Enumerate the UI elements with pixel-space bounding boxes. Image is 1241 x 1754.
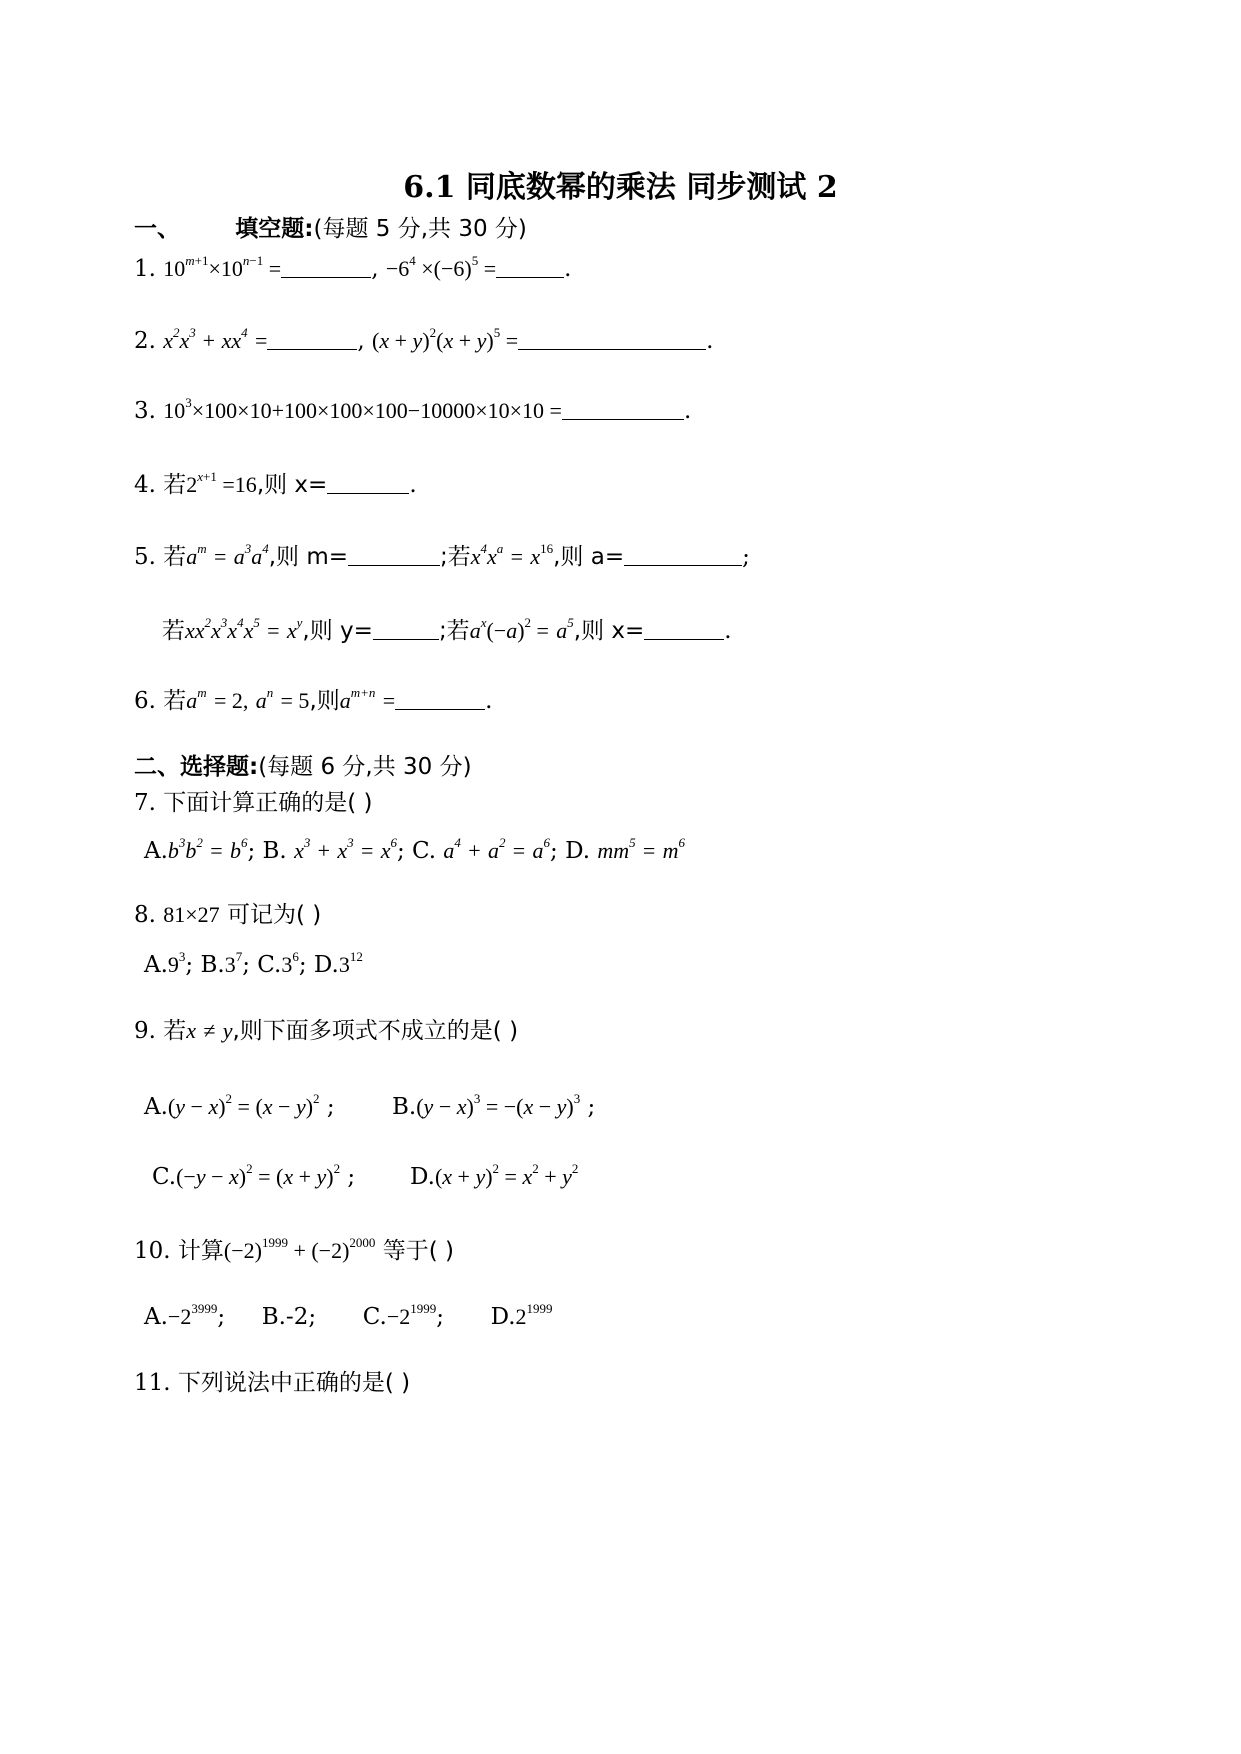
section-number: 一、 bbox=[134, 216, 180, 242]
question-8-options bbox=[144, 949, 363, 978]
option-a[interactable]: $A.b^3b^2 = b^6$; bbox=[144, 835, 256, 864]
answer-blank[interactable] bbox=[496, 259, 564, 278]
answer-blank[interactable] bbox=[624, 547, 742, 566]
answer-blank[interactable] bbox=[348, 547, 440, 566]
question-number: 6. bbox=[134, 688, 156, 714]
option-d[interactable]: $D.(x + y)^2 = x^2 + y^2$ bbox=[410, 1161, 579, 1190]
option-a[interactable]: $A.9^3$; bbox=[144, 949, 194, 978]
option-d[interactable]: $D.3^{12}$ bbox=[313, 949, 363, 978]
section-name: 二、选择题: bbox=[134, 754, 259, 780]
answer-blank[interactable] bbox=[281, 259, 371, 278]
option-a[interactable]: $A.(y - x)^2 = (x - y)^2$ ; bbox=[144, 1091, 335, 1120]
question-7-options bbox=[144, 835, 686, 864]
question-7: 7. 下面计算正确的是( ) bbox=[134, 790, 373, 816]
option-a[interactable]: $A.-2^{3999}$; bbox=[144, 1301, 226, 1330]
question-number: 11. bbox=[134, 1370, 171, 1396]
question-number: 9. bbox=[134, 1018, 156, 1044]
question-number: 2. bbox=[134, 328, 156, 354]
option-b[interactable]: $B.(y - x)^3 = -(x - y)^3$ ; bbox=[392, 1091, 596, 1120]
answer-blank[interactable] bbox=[327, 475, 409, 494]
answer-blank[interactable] bbox=[562, 401, 684, 420]
section-score: (每题 5 分,共 30 分) bbox=[313, 216, 527, 242]
option-b[interactable]: $B.3^7$; bbox=[200, 949, 250, 978]
option-c[interactable]: $C.(-y - x)^2 = (x + y)^2$ ; bbox=[152, 1161, 356, 1190]
question-9: 9. 若x ≠ y,则下面多项式不成立的是( ) bbox=[134, 1018, 519, 1044]
option-c[interactable]: $C.-2^{1999}$; bbox=[362, 1301, 444, 1330]
question-number: 7. bbox=[134, 790, 156, 816]
answer-blank[interactable] bbox=[395, 691, 485, 710]
answer-blank[interactable] bbox=[644, 621, 724, 640]
question-number: 8. bbox=[134, 902, 156, 928]
option-d[interactable]: $D.2^{1999}$ bbox=[490, 1301, 553, 1330]
question-number: 3. bbox=[134, 398, 156, 424]
option-c[interactable]: $C.3^6$; bbox=[257, 949, 307, 978]
question-6: 6. 若$a^m = 2$, $a^n = 5$,则$a^{m+n}$ = . bbox=[134, 685, 493, 714]
question-5-continued: 若$xx^2x^3x^4x^5 = x^y$,则 y= ;若$a^x(-a)^2 = a^5$,则 x= . bbox=[162, 615, 732, 644]
answer-blank[interactable] bbox=[373, 621, 439, 640]
question-8: 8. 81×27 可记为( ) bbox=[134, 902, 322, 928]
option-c[interactable]: C. $a^4 + a^2 = a^6$; bbox=[412, 835, 558, 864]
section-name: 填空题: bbox=[235, 216, 314, 242]
question-5: 5. 若$a^m = a^3a^4$,则 m= ;若$x^4x^a = x^{16}$,则 a= ; bbox=[134, 541, 750, 570]
question-number: 4. bbox=[134, 472, 156, 498]
question-1: 1. $10^{m+1}\times 10^{n-1}$ = , $-6^4 \times(-6)^5$ = . bbox=[134, 253, 572, 282]
answer-blank[interactable] bbox=[518, 331, 706, 350]
answer-blank[interactable] bbox=[267, 331, 357, 350]
question-10-options bbox=[144, 1301, 553, 1330]
section-score: (每题 6 分,共 30 分) bbox=[258, 754, 472, 780]
question-10: 10. 计算$(-2)^{1999} + (-2)^{2000}$ 等于( ) bbox=[134, 1235, 454, 1264]
page-title: 6.1 同底数幂的乘法 同步测试 2 bbox=[403, 170, 838, 205]
section-fill-blank-heading bbox=[134, 210, 527, 243]
question-number: 1. bbox=[134, 256, 156, 282]
question-3: 3. $10^3\times 100\times 10+100\times 100\times 100-10000\times 10\times 10$ = . bbox=[134, 395, 692, 424]
question-number: 10. bbox=[134, 1238, 171, 1264]
question-11: 11. 下列说法中正确的是( ) bbox=[134, 1370, 411, 1396]
option-d[interactable]: D. $mm^5 = m^6$ bbox=[565, 835, 686, 864]
question-2: 2. $x^2x^3 + xx^4$ = , $(x + y)^2(x + y)^5$ = . bbox=[134, 325, 714, 354]
section-choice-heading bbox=[134, 748, 472, 781]
question-4: 4. 若$2^{x+1} =16$,则 x= . bbox=[134, 469, 417, 498]
question-number: 5. bbox=[134, 544, 156, 570]
option-b[interactable]: B. $x^3 + x^3 = x^6$; bbox=[262, 835, 405, 864]
option-b[interactable]: B.-2; bbox=[261, 1304, 317, 1330]
